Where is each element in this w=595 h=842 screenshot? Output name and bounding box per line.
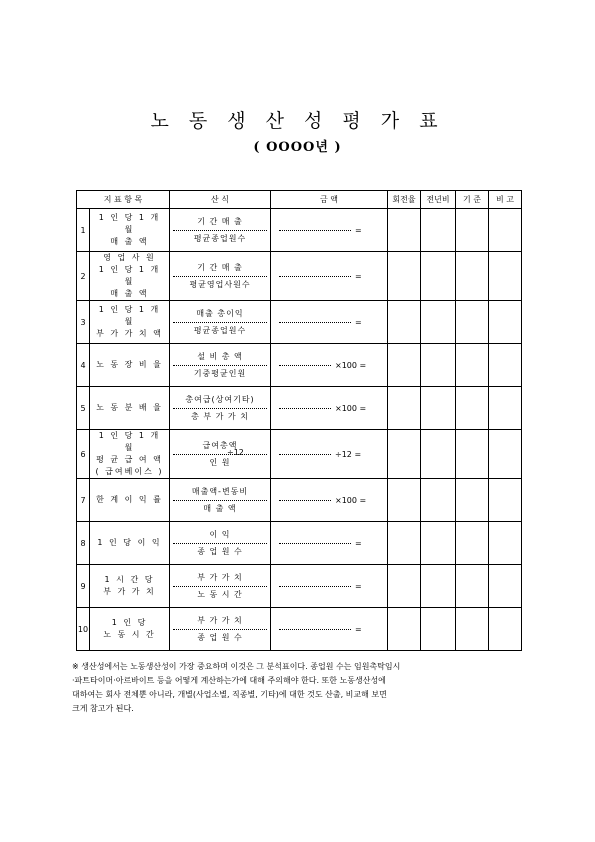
amount-dotted-line (279, 586, 351, 587)
amount-operator: = (355, 581, 362, 591)
indicator-line: 부 가 가 치 액 (96, 329, 163, 338)
table-row (77, 522, 522, 565)
row-turnover-cell[interactable] (388, 608, 421, 651)
row-turnover-cell[interactable] (388, 301, 421, 344)
formula-numerator: 매출액-변동비 (173, 486, 267, 501)
amount-dotted-line (279, 322, 351, 323)
indicator-line: 평 균 급 여 액 (96, 455, 163, 464)
row-standard-cell[interactable] (456, 209, 489, 252)
table-row (77, 209, 522, 252)
formula-denominator: 평균종업원수 (193, 325, 247, 335)
table-row (77, 430, 522, 479)
amount-operator: ÷12 = (335, 449, 362, 459)
amount-operator: = (355, 538, 362, 548)
row-number: 10 (77, 608, 90, 651)
row-indicator (90, 479, 170, 522)
formula-denominator: 총 부 가 가 치 (191, 411, 249, 421)
row-amount (271, 479, 388, 522)
row-remarks-cell[interactable] (489, 565, 522, 608)
table-row (77, 608, 522, 651)
row-formula (170, 522, 271, 565)
evaluation-table (76, 190, 522, 651)
indicator-line: 매 출 액 (110, 289, 149, 298)
row-prev-year-cell[interactable] (421, 479, 456, 522)
row-formula (170, 344, 271, 387)
row-amount (271, 565, 388, 608)
row-standard-cell[interactable] (456, 387, 489, 430)
formula-denominator: 매 출 액 (203, 503, 237, 513)
row-amount (271, 344, 388, 387)
formula-numerator: 기 간 매 출 (173, 216, 267, 231)
formula-numerator: 기 간 매 출 (173, 262, 267, 277)
formula-denominator: 기중평균인원 (193, 368, 247, 378)
row-indicator (90, 608, 170, 651)
amount-dotted-line (279, 365, 331, 366)
row-indicator (90, 522, 170, 565)
indicator-line: 부 가 가 치 (103, 587, 156, 596)
footnote-line: 대하여는 회사 전체뿐 아니라, 개별(사업소별, 직종별, 기타)에 대한 것도 산출, 비교해 보면 (72, 690, 387, 699)
row-standard-cell[interactable] (456, 565, 489, 608)
row-number: 2 (77, 252, 90, 301)
row-turnover-cell[interactable] (388, 344, 421, 387)
row-prev-year-cell[interactable] (421, 387, 456, 430)
formula-numerator: 매출 총이익 (173, 308, 267, 323)
amount-operator: ×100 = (335, 360, 367, 370)
row-formula (170, 301, 271, 344)
row-number: 8 (77, 522, 90, 565)
row-formula (170, 387, 271, 430)
indicator-line: 한 계 이 익 률 (96, 495, 163, 504)
amount-operator: ×100 = (335, 495, 367, 505)
row-amount (271, 387, 388, 430)
row-remarks-cell[interactable] (489, 252, 522, 301)
indicator-line: 영 업 사 원 (103, 253, 156, 262)
formula-denominator: 노 동 시 간 (197, 589, 243, 599)
header-prev-year: 전년비 (421, 191, 456, 209)
row-amount (271, 209, 388, 252)
indicator-line: 1 인 당 이 익 (97, 538, 162, 547)
row-remarks-cell[interactable] (489, 430, 522, 479)
header-remarks: 비 고 (489, 191, 522, 209)
amount-operator: = (355, 317, 362, 327)
amount-operator: ×100 = (335, 403, 367, 413)
formula-denominator: 인 원 (209, 457, 231, 467)
page-subtitle: ( OOOO년 ) (253, 140, 342, 155)
row-amount (271, 522, 388, 565)
formula-numerator: 부 가 가 치 (173, 615, 267, 630)
formula-numerator: 총여급(상여기타) (173, 394, 267, 409)
footnote-line: 크게 참고가 된다. (72, 704, 134, 713)
row-amount (271, 608, 388, 651)
amount-dotted-line (279, 408, 331, 409)
formula-numerator: 설 비 총 액 (173, 351, 267, 366)
formula-denominator: 평균영업사원수 (189, 279, 251, 289)
formula-numerator: 급여총액 (173, 440, 267, 455)
row-turnover-cell[interactable] (388, 430, 421, 479)
row-remarks-cell[interactable] (489, 344, 522, 387)
amount-operator: = (355, 624, 362, 634)
indicator-line: 1 시 간 당 (104, 575, 155, 584)
page-title: 노 동 생 산 성 평 가 표 (150, 110, 445, 132)
row-formula: 급여총액 인 원 ÷12 (170, 430, 271, 479)
footnote-line: ※ 생산성에서는 노동생산성이 가장 중요하며 이것은 그 분석표이다. 종업원 수는 임원촉탁임시 (72, 662, 401, 671)
row-turnover-cell[interactable] (388, 252, 421, 301)
row-standard-cell[interactable] (456, 252, 489, 301)
row-formula (170, 565, 271, 608)
footnote-line: ·파트타이머·아르바이트 등을 어떻게 계산하는가에 대해 주의해야 한다. 또한 노동생산성에 (72, 676, 386, 685)
table-row (77, 387, 522, 430)
amount-operator: = (355, 271, 362, 281)
row-turnover-cell[interactable] (388, 387, 421, 430)
row-amount (271, 430, 388, 479)
indicator-line: 노 동 시 간 (103, 630, 156, 639)
indicator-line: 노 동 분 배 율 (96, 403, 163, 412)
row-standard-cell[interactable] (456, 608, 489, 651)
row-number: 7 (77, 479, 90, 522)
indicator-line: 노 동 장 비 율 (96, 360, 163, 369)
row-turnover-cell[interactable] (388, 209, 421, 252)
header-turnover: 회전율 (388, 191, 421, 209)
table-row (77, 479, 522, 522)
row-indicator (90, 209, 170, 252)
formula-denominator: 평균종업원수 (193, 233, 247, 243)
row-number: 3 (77, 301, 90, 344)
row-prev-year-cell[interactable] (421, 344, 456, 387)
amount-dotted-line (279, 629, 351, 630)
row-remarks-cell[interactable] (489, 209, 522, 252)
row-prev-year-cell[interactable] (421, 209, 456, 252)
row-number: 5 (77, 387, 90, 430)
row-standard-cell[interactable] (456, 522, 489, 565)
row-amount (271, 301, 388, 344)
header-formula: 산 식 (170, 191, 271, 209)
row-remarks-cell[interactable] (489, 301, 522, 344)
row-prev-year-cell[interactable] (421, 430, 456, 479)
row-indicator (90, 344, 170, 387)
row-amount (271, 252, 388, 301)
row-number: 6 (77, 430, 90, 479)
formula-numerator: 이 익 (173, 529, 267, 544)
row-turnover-cell[interactable] (388, 522, 421, 565)
row-indicator (90, 387, 170, 430)
row-standard-cell[interactable] (456, 430, 489, 479)
formula-denominator: 종 업 원 수 (197, 546, 243, 556)
row-standard-cell[interactable] (456, 479, 489, 522)
row-number: 1 (77, 209, 90, 252)
row-formula (170, 209, 271, 252)
formula-denominator: 종 업 원 수 (197, 632, 243, 642)
amount-dotted-line (279, 276, 351, 277)
indicator-line: 매 출 액 (110, 237, 149, 246)
indicator-line: 1 인 당 1 개 월 (98, 305, 161, 326)
row-prev-year-cell[interactable] (421, 252, 456, 301)
row-prev-year-cell[interactable] (421, 301, 456, 344)
indicator-line: 1 인 당 1 개 월 (98, 431, 161, 452)
row-number: 9 (77, 565, 90, 608)
row-remarks-cell[interactable] (489, 479, 522, 522)
row-remarks-cell[interactable] (489, 387, 522, 430)
row-prev-year-cell[interactable] (421, 565, 456, 608)
row-indicator (90, 565, 170, 608)
row-turnover-cell[interactable] (388, 565, 421, 608)
row-indicator (90, 301, 170, 344)
row-indicator (90, 430, 170, 479)
table-row (77, 252, 522, 301)
table-header-row (77, 191, 522, 209)
row-prev-year-cell[interactable] (421, 608, 456, 651)
amount-operator: = (355, 225, 362, 235)
header-indicator: 지 표 항 목 (77, 191, 170, 209)
table-row (77, 565, 522, 608)
row-formula (170, 252, 271, 301)
indicator-line: ( 급여베이스 ) (95, 467, 164, 476)
amount-dotted-line (279, 454, 331, 455)
amount-dotted-line (279, 543, 351, 544)
row-standard-cell[interactable] (456, 301, 489, 344)
indicator-line: 1 인 당 1 개 월 (98, 265, 161, 286)
table-row (77, 344, 522, 387)
header-standard: 기 준 (456, 191, 489, 209)
row-standard-cell[interactable] (456, 344, 489, 387)
indicator-line: 1 인 당 1 개 월 (98, 213, 161, 234)
row-number: 4 (77, 344, 90, 387)
formula-numerator: 부 가 가 치 (173, 572, 267, 587)
row-remarks-cell[interactable] (489, 608, 522, 651)
row-prev-year-cell[interactable] (421, 522, 456, 565)
row-indicator (90, 252, 170, 301)
row-formula (170, 608, 271, 651)
indicator-line: 1 인 당 (111, 618, 148, 627)
table-row (77, 301, 522, 344)
row-formula (170, 479, 271, 522)
amount-dotted-line (279, 230, 351, 231)
row-turnover-cell[interactable] (388, 479, 421, 522)
header-amount: 금 액 (271, 191, 388, 209)
footnote (72, 660, 532, 716)
amount-dotted-line (279, 500, 331, 501)
row-remarks-cell[interactable] (489, 522, 522, 565)
